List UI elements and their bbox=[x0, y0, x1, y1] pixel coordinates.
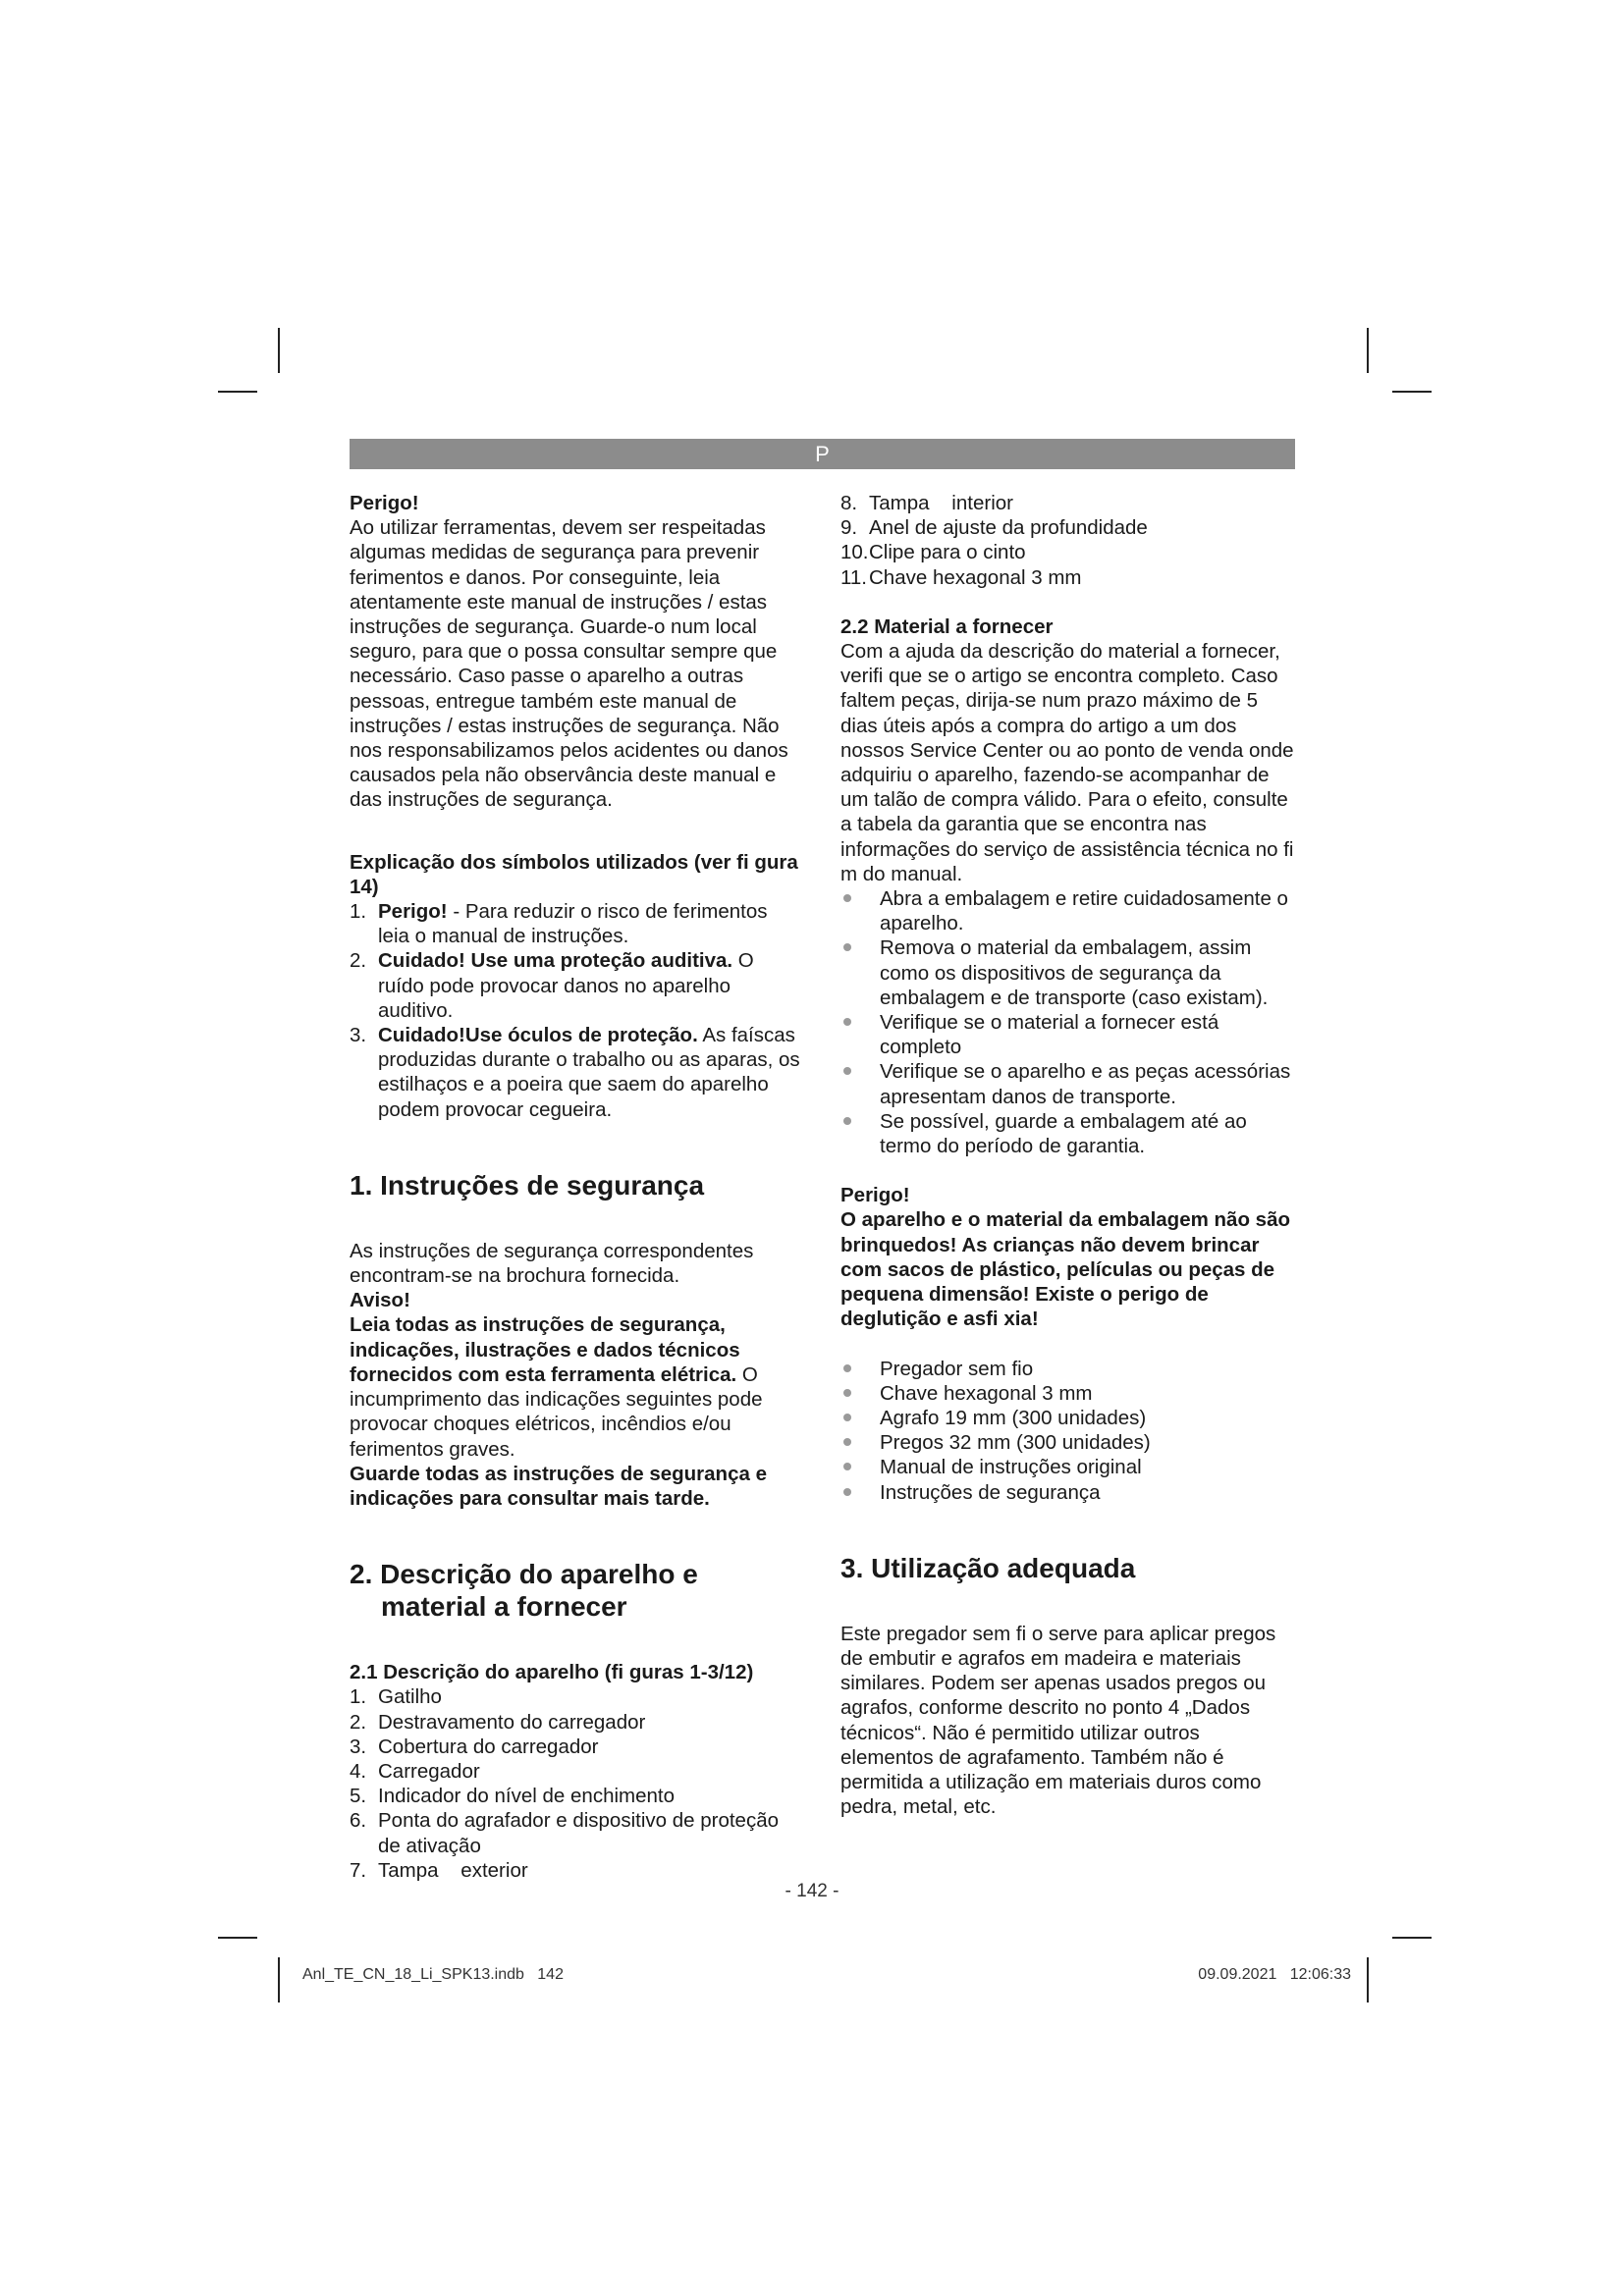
list-item: 8. Tampa interior bbox=[840, 492, 1013, 514]
warning-text: Ao utilizar ferramentas, devem ser respeitadas algumas medidas de segurança para prevenir ferimentos e danos. Por conseguinte, leia atentamente este manual de instruções / estas instruções de segurança. Guarde-o num local seguro, para que o possa consultar sempre que necessário. Caso passe o aparelho a outras pessoas, entregue também este manual de instruções / estas instruções de segurança. Não nos responsabilizamos pelos acidentes ou danos causados pela não observância deste manual e das instruções de segurança. bbox=[350, 516, 788, 812]
crop-mark bbox=[1392, 1937, 1432, 1939]
section-2-heading: 2. Descrição do aparelho e material a fornecer bbox=[350, 1559, 698, 1623]
list-item: Manual de instruções original bbox=[840, 1455, 1297, 1479]
language-header-bar: P bbox=[350, 439, 1295, 469]
section-1-heading: 1. Instruções de segurança bbox=[350, 1169, 705, 1201]
list-item: 11.Chave hexagonal 3 mm bbox=[840, 565, 1082, 589]
list-item: Abra a embalagem e retire cuidadosamente o aparelho. bbox=[840, 886, 1297, 935]
list-item: 3. Cuidado!Use óculos de proteção. As faíscas produzidas durante o trabalho ou as aparas, os estilhaços e a poeira que saem do aparelho podem provocar cegueira. bbox=[350, 1024, 800, 1121]
section-3-heading: 3. Utilização adequada bbox=[840, 1552, 1136, 1583]
list-item: 6. Ponta do agrafador e dispositivo de proteção de ativação bbox=[350, 1809, 779, 1857]
list-item: 7. Tampa exterior bbox=[350, 1858, 528, 1882]
crop-mark bbox=[278, 328, 280, 373]
list-item: 2. Cuidado! Use uma proteção auditiva. O ruído pode provocar danos no aparelho auditivo. bbox=[350, 949, 754, 1022]
aviso-title: Aviso! bbox=[350, 1289, 410, 1312]
left-column bbox=[350, 491, 801, 1883]
list-item: Pregador sem fio bbox=[840, 1357, 1297, 1381]
subsection-2-2-heading: 2.2 Material a fornecer bbox=[840, 614, 1054, 638]
aviso-text: Leia todas as instruções de segurança, indicações, ilustrações e dados técnicos fornecidos com esta ferramenta elétrica. O incumprimento das indicações seguintes pode provocar choques elétricos, incêndios e/ou ferimentos graves. bbox=[350, 1313, 763, 1461]
section-3-text: Este pregador sem fi o serve para aplicar pregos de embutir e agrafos em madeira e materiais similares. Podem ser apenas usados pregos ou agrafos, conforme descrito no ponto 4 „Dados técnicos“. Não é permitido utilizar outros elementos de agrafamento. Também não é permitida a utilização em materiais duros como pedra, metal, etc. bbox=[840, 1622, 1276, 1819]
list-item: Agrafo 19 mm (300 unidades) bbox=[840, 1406, 1297, 1430]
list-item: Verifique se o aparelho e as peças acessórias apresentam danos de transporte. bbox=[840, 1059, 1297, 1108]
list-item: Pregos 32 mm (300 unidades) bbox=[840, 1430, 1297, 1455]
subsection-2-1-heading: 2.1 Descrição do aparelho (fi guras 1-3/12) bbox=[350, 1661, 754, 1684]
list-item: 9. Anel de ajuste da profundidade bbox=[840, 516, 1148, 540]
list-item: 1. Gatilho bbox=[350, 1685, 442, 1709]
page-number: - 142 - bbox=[785, 1881, 839, 1901]
list-item: 4. Carregador bbox=[350, 1759, 480, 1783]
subsection-2-2-text: Com a ajuda da descrição do material a fornecer, verifi que se o artigo se encontra completo. Caso faltem peças, dirija-se num prazo máximo de 5 dias úteis após a compra do artigo a um dos nossos Service Center ou ao ponto de venda onde adquiriu o aparelho, fazendo-se acompanhar de um talão de compra válido. Para o efeito, consulte a tabela da garantia que se encontra nas informações do serviço de assistência técnica no fi m do manual. bbox=[840, 640, 1294, 885]
list-item: Verifique se o material a fornecer está completo bbox=[840, 1010, 1297, 1059]
list-item: 10.Clipe para o cinto bbox=[840, 541, 1026, 564]
danger-title: Perigo! bbox=[840, 1184, 910, 1207]
crop-mark bbox=[1367, 328, 1369, 373]
crop-mark bbox=[1367, 1957, 1369, 2002]
guarde-text: Guarde todas as instruções de segurança e indicações para consultar mais tarde. bbox=[350, 1462, 767, 1510]
list-item: Instruções de segurança bbox=[840, 1480, 1297, 1505]
crop-mark bbox=[1392, 391, 1432, 393]
list-item: Chave hexagonal 3 mm bbox=[840, 1381, 1297, 1406]
section-1-text: As instruções de segurança correspondentes encontram-se na brochura fornecida. bbox=[350, 1239, 754, 1288]
list-item: 2. Destravamento do carregador bbox=[350, 1710, 646, 1734]
print-timestamp: 09.09.2021 12:06:33 bbox=[1198, 1966, 1351, 1983]
danger-text: O aparelho e o material da embalagem não são brinquedos! As crianças não devem brincar com sacos de plástico, películas ou peças de pequena dimensão! Existe o perigo de deglutição e asfi xia! bbox=[840, 1208, 1290, 1331]
list-item: Remova o material da embalagem, assim como os dispositivos de segurança da embalagem e de transporte (caso existam). bbox=[840, 935, 1297, 1010]
file-name: Anl_TE_CN_18_Li_SPK13.indb 142 bbox=[302, 1966, 564, 1983]
symbols-title: Explicação dos símbolos utilizados (ver fi gura 14) bbox=[350, 850, 798, 898]
list-item: 3. Cobertura do carregador bbox=[350, 1735, 599, 1758]
warning-title: Perigo! bbox=[350, 492, 419, 514]
crop-mark bbox=[278, 1957, 280, 2002]
list-item: 5. Indicador do nível de enchimento bbox=[350, 1785, 676, 1808]
list-item: Se possível, guarde a embalagem até ao termo do período de garantia. bbox=[840, 1109, 1297, 1158]
crop-mark bbox=[218, 391, 257, 393]
right-column bbox=[840, 491, 1297, 1819]
list-item: 1. Perigo! - Para reduzir o risco de ferimentos leia o manual de instruções. bbox=[350, 900, 768, 948]
crop-mark bbox=[218, 1937, 257, 1939]
